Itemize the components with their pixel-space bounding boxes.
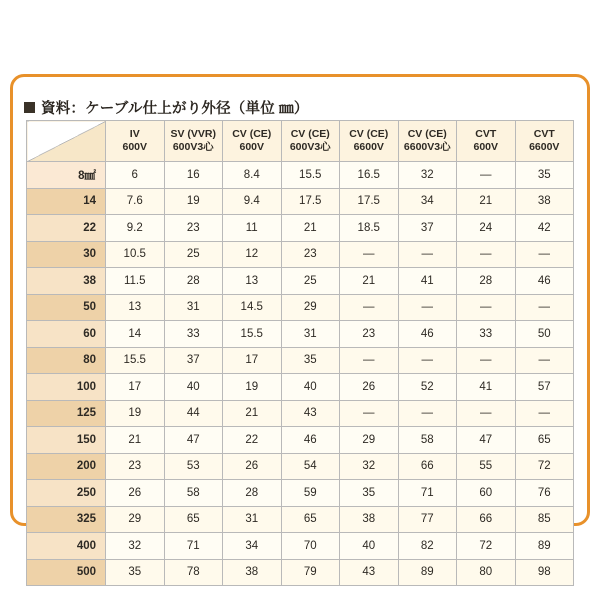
cell-value: 21 (340, 268, 399, 295)
cell-value: 37 (398, 215, 457, 242)
cell-value: 98 (515, 559, 574, 586)
cell-value: — (515, 400, 574, 427)
cell-value: 22 (223, 427, 282, 454)
cell-value: 35 (281, 347, 340, 374)
cell-value: 15.5 (223, 321, 282, 348)
cell-value: 32 (106, 533, 165, 560)
cell-value: 34 (398, 188, 457, 215)
table-row (27, 294, 574, 321)
table-row (27, 533, 574, 560)
cell-value: 16 (164, 162, 223, 189)
section-title (24, 96, 313, 118)
cell-value: — (398, 294, 457, 321)
cell-value: 14.5 (223, 294, 282, 321)
column-header-line2: 6600V3心 (403, 141, 451, 153)
cell-value: 85 (515, 506, 574, 533)
cell-value: 40 (281, 374, 340, 401)
column-header-iv-600v (106, 121, 165, 162)
cell-value: 34 (223, 533, 282, 560)
cell-value: 79 (281, 559, 340, 586)
table-header (27, 121, 574, 162)
cell-value: 8.4 (223, 162, 282, 189)
cell-value: 31 (164, 294, 223, 321)
cell-value: 38 (223, 559, 282, 586)
cell-value: 66 (398, 453, 457, 480)
cell-value: — (457, 241, 516, 268)
cell-value: 72 (515, 453, 574, 480)
table-row (27, 162, 574, 189)
row-header-size: 22 (27, 215, 106, 242)
cell-value: 21 (223, 400, 282, 427)
cell-value: 33 (457, 321, 516, 348)
cell-value: 70 (281, 533, 340, 560)
table-corner-cell (27, 121, 106, 162)
cell-value: 38 (340, 506, 399, 533)
cell-value: 33 (164, 321, 223, 348)
cell-value: 28 (457, 268, 516, 295)
cell-value: 82 (398, 533, 457, 560)
cell-value: 21 (106, 427, 165, 454)
cell-value: 7.6 (106, 188, 165, 215)
column-header-cv-ce-600v3 (281, 121, 340, 162)
cell-value: 21 (281, 215, 340, 242)
cell-value: 65 (515, 427, 574, 454)
cell-value: 29 (340, 427, 399, 454)
cell-value: 58 (164, 480, 223, 507)
column-header-line2: 600V3心 (289, 141, 331, 153)
cell-value: — (340, 347, 399, 374)
cell-value: 17 (223, 347, 282, 374)
cell-value: 76 (515, 480, 574, 507)
column-header-line2: 600V (473, 141, 499, 153)
cell-value: 31 (281, 321, 340, 348)
table-row (27, 506, 574, 533)
cell-value: 89 (398, 559, 457, 586)
cell-value: 72 (457, 533, 516, 560)
section-title-text: 資料：ケーブル仕上がり外径（単位 ㎜） (41, 100, 309, 117)
cell-value: 89 (515, 533, 574, 560)
cell-value: 47 (164, 427, 223, 454)
cell-value: 17.5 (340, 188, 399, 215)
column-header-line2: 600V (122, 141, 148, 153)
cell-value: 71 (164, 533, 223, 560)
column-header-line1: CV (CE) (407, 127, 447, 140)
row-header-size: 14 (27, 188, 106, 215)
row-header-size: 38 (27, 268, 106, 295)
cell-value: — (515, 241, 574, 268)
row-header-size: 500 (27, 559, 106, 586)
cell-value: 44 (164, 400, 223, 427)
row-header-size: 400 (27, 533, 106, 560)
cell-value: 23 (340, 321, 399, 348)
cell-value: 59 (281, 480, 340, 507)
bullet-square-icon (24, 102, 35, 113)
table-row (27, 427, 574, 454)
column-header-line1: IV (129, 127, 140, 140)
cell-value: 77 (398, 506, 457, 533)
cell-value: 6 (106, 162, 165, 189)
cell-value: — (457, 347, 516, 374)
cable-diameter-table (26, 120, 574, 586)
cell-value: — (398, 241, 457, 268)
cell-value: 23 (281, 241, 340, 268)
cell-value: 35 (515, 162, 574, 189)
cell-value: 14 (106, 321, 165, 348)
row-header-size: 125 (27, 400, 106, 427)
cell-value: 50 (515, 321, 574, 348)
table-row (27, 347, 574, 374)
cell-value: 60 (457, 480, 516, 507)
cell-value: 13 (106, 294, 165, 321)
cell-value: 46 (281, 427, 340, 454)
column-header-cv-ce-6600v3 (398, 121, 457, 162)
cell-value: 41 (457, 374, 516, 401)
table-row (27, 374, 574, 401)
cell-value: — (457, 294, 516, 321)
cell-value: — (340, 294, 399, 321)
row-header-size: 200 (27, 453, 106, 480)
cell-value: 18.5 (340, 215, 399, 242)
cell-value: 9.4 (223, 188, 282, 215)
column-header-cv-ce-6600v (340, 121, 399, 162)
row-header-size: 60 (27, 321, 106, 348)
cell-value: 11.5 (106, 268, 165, 295)
cell-value: 32 (340, 453, 399, 480)
column-header-line1: SV (VVR) (170, 127, 216, 140)
table-row (27, 453, 574, 480)
row-header-size: 100 (27, 374, 106, 401)
cell-value: 42 (515, 215, 574, 242)
row-header-size: 50 (27, 294, 106, 321)
cell-value: 23 (164, 215, 223, 242)
column-header-line1: CV (CE) (349, 127, 389, 140)
row-header-size: 150 (27, 427, 106, 454)
table-row (27, 241, 574, 268)
column-header-line1: CVT (533, 127, 555, 140)
table-row (27, 480, 574, 507)
cable-diameter-table-wrap (26, 120, 574, 586)
cell-value: 37 (164, 347, 223, 374)
table-row (27, 559, 574, 586)
cell-value: 13 (223, 268, 282, 295)
table-body (27, 162, 574, 586)
cell-value: 78 (164, 559, 223, 586)
cell-value: — (457, 400, 516, 427)
cell-value: — (340, 400, 399, 427)
cell-value: 17.5 (281, 188, 340, 215)
cell-value: 41 (398, 268, 457, 295)
table-header-row (27, 121, 574, 162)
cell-value: 9.2 (106, 215, 165, 242)
cell-value: 25 (281, 268, 340, 295)
table-row (27, 188, 574, 215)
cell-value: 43 (281, 400, 340, 427)
row-header-size: 8㎟ (27, 162, 106, 189)
cell-value: 66 (457, 506, 516, 533)
cell-value: 31 (223, 506, 282, 533)
row-header-size: 80 (27, 347, 106, 374)
column-header-line2: 600V3心 (172, 141, 214, 153)
cell-value: 26 (106, 480, 165, 507)
row-header-size: 30 (27, 241, 106, 268)
cell-value: 17 (106, 374, 165, 401)
table-row (27, 215, 574, 242)
cell-value: — (398, 347, 457, 374)
cell-value: 65 (281, 506, 340, 533)
column-header-line1: CV (CE) (290, 127, 330, 140)
column-header-cvt-600v (457, 121, 516, 162)
cell-value: 19 (164, 188, 223, 215)
column-header-line2: 600V (239, 141, 265, 153)
cell-value: 47 (457, 427, 516, 454)
cell-value: 26 (340, 374, 399, 401)
column-header-line2: 6600V (529, 141, 560, 153)
cell-value: 46 (398, 321, 457, 348)
cell-value: 40 (340, 533, 399, 560)
column-header-cvt-6600v (515, 121, 574, 162)
cell-value: 28 (164, 268, 223, 295)
cell-value: 26 (223, 453, 282, 480)
cell-value: — (515, 347, 574, 374)
cell-value: 38 (515, 188, 574, 215)
cell-value: 21 (457, 188, 516, 215)
column-header-sv-vvr-600v3 (164, 121, 223, 162)
cell-value: 19 (106, 400, 165, 427)
table-row (27, 268, 574, 295)
cell-value: 52 (398, 374, 457, 401)
row-header-size: 325 (27, 506, 106, 533)
cell-value: 35 (106, 559, 165, 586)
cell-value: 24 (457, 215, 516, 242)
cell-value: 29 (281, 294, 340, 321)
cell-value: 54 (281, 453, 340, 480)
cell-value: 12 (223, 241, 282, 268)
cell-value: 35 (340, 480, 399, 507)
cell-value: 80 (457, 559, 516, 586)
column-header-line2: 6600V (353, 141, 384, 153)
column-header-line1: CV (CE) (232, 127, 272, 140)
cell-value: 19 (223, 374, 282, 401)
cell-value: — (515, 294, 574, 321)
cell-value: 16.5 (340, 162, 399, 189)
cell-value: 65 (164, 506, 223, 533)
cell-value: 15.5 (281, 162, 340, 189)
column-header-line1: CVT (475, 127, 497, 140)
cell-value: 28 (223, 480, 282, 507)
cell-value: 55 (457, 453, 516, 480)
cell-value: 25 (164, 241, 223, 268)
cell-value: 46 (515, 268, 574, 295)
cell-value: 43 (340, 559, 399, 586)
cell-value: 57 (515, 374, 574, 401)
cell-value: — (398, 400, 457, 427)
column-header-cv-ce-600v (223, 121, 282, 162)
table-row (27, 321, 574, 348)
cell-value: — (457, 162, 516, 189)
cell-value: 29 (106, 506, 165, 533)
cell-value: 10.5 (106, 241, 165, 268)
cell-value: 71 (398, 480, 457, 507)
row-header-size: 250 (27, 480, 106, 507)
cell-value: 11 (223, 215, 282, 242)
cell-value: — (340, 241, 399, 268)
cell-value: 40 (164, 374, 223, 401)
cell-value: 58 (398, 427, 457, 454)
cell-value: 15.5 (106, 347, 165, 374)
cell-value: 53 (164, 453, 223, 480)
table-row (27, 400, 574, 427)
cell-value: 23 (106, 453, 165, 480)
cell-value: 32 (398, 162, 457, 189)
